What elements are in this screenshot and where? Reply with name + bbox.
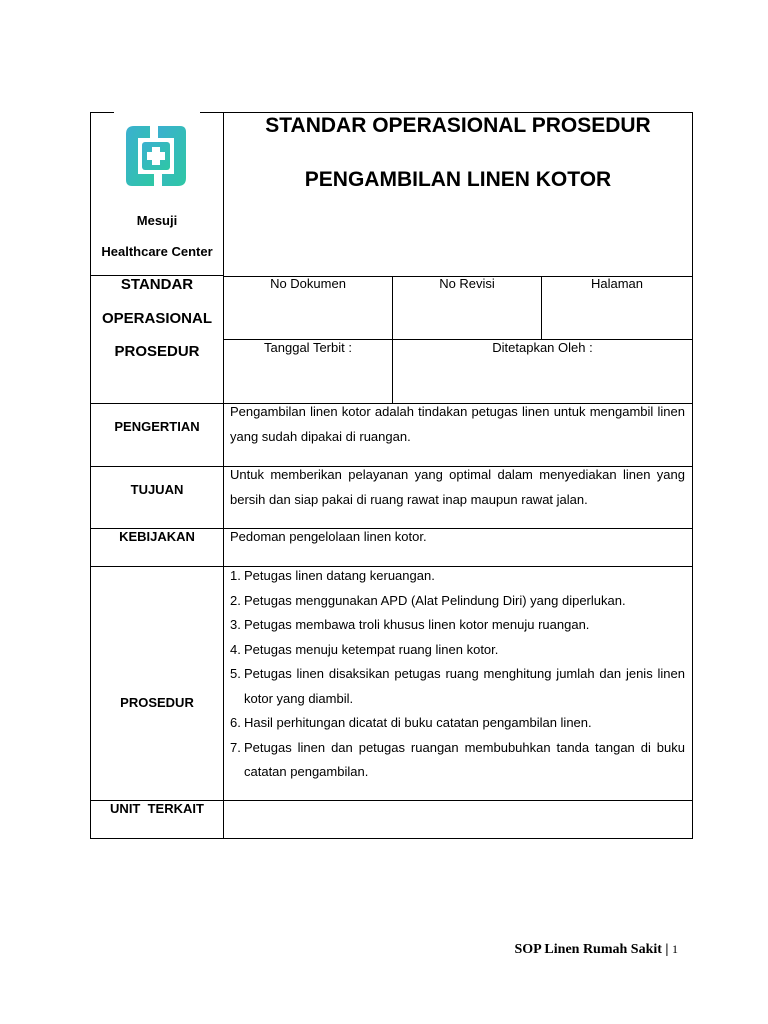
prosedur-label: PROSEDUR (120, 695, 194, 710)
table-border-bottom (90, 838, 693, 839)
list-item (230, 589, 685, 614)
tujuan-label: TUJUAN (130, 482, 184, 497)
prosedur-steps (230, 564, 685, 785)
list-item (230, 711, 685, 736)
footer-separator: | (665, 942, 669, 957)
sop-label-line3: PROSEDUR (114, 343, 200, 360)
step-text: Petugas menuju ketempat ruang linen kotor. (244, 641, 499, 657)
prosedur-list (230, 564, 685, 785)
org-name-line2: Healthcare Center (101, 244, 213, 259)
step-text: Petugas membawa troli khusus linen kotor menuju ruangan. (244, 617, 590, 632)
pengertian-text-content: Pengambilan linen kotor adalah tindakan petugas linen untuk mengambil linen yang sudah dipakai di ruangan. (230, 404, 685, 444)
table-border-top-left (90, 112, 114, 113)
list-item (230, 613, 685, 638)
ditetapkan-oleh-label: Ditetapkan Oleh : (492, 340, 593, 355)
pengertian-label: PENGERTIAN (114, 419, 200, 434)
unit-terkait-label: UNIT TERKAIT (110, 801, 204, 816)
step-text: Petugas menggunakan APD (Alat Pelindung Diri) yang diperlukan. (244, 592, 626, 608)
step-number: 1. (230, 568, 241, 583)
step-number: 2. (230, 592, 241, 608)
page-footer (514, 942, 678, 958)
step-text: Petugas linen datang keruangan. (244, 568, 435, 583)
list-item (230, 736, 685, 785)
no-revisi-label: No Revisi (439, 276, 495, 291)
logo (120, 120, 192, 192)
org-name-line1: Mesuji (136, 213, 178, 228)
no-dokumen-label: No Dokumen (270, 276, 346, 291)
footer-label: SOP Linen Rumah Sakit (514, 942, 662, 957)
page-title: STANDAR OPERASIONAL PROSEDUR (265, 114, 651, 137)
list-item (230, 638, 685, 663)
medical-cross-logo-icon (120, 120, 192, 192)
step-number: 5. (230, 666, 241, 681)
page-subtitle: PENGAMBILAN LINEN KOTOR (304, 168, 612, 191)
sop-label-line1: STANDAR (120, 276, 194, 293)
column-divider (223, 112, 224, 839)
halaman-label: Halaman (590, 276, 644, 291)
kebijakan-label: KEBIJAKAN (119, 529, 195, 544)
kebijakan-text-content: Pedoman pengelolaan linen kotor. (230, 529, 427, 544)
tanggal-terbit-label: Tanggal Terbit : (264, 340, 352, 355)
step-text: Petugas linen dan petugas ruangan membubuhkan tanda tangan di buku catatan pengambilan. (244, 739, 685, 779)
page-number: 1 (672, 942, 678, 956)
kebijakan-text (230, 525, 685, 550)
sop-label-line2: OPERASIONAL (101, 310, 212, 327)
step-number: 4. (230, 641, 241, 657)
table-border-right (692, 112, 693, 839)
step-number: 7. (230, 739, 241, 755)
table-border-top-right (200, 112, 693, 113)
list-item (230, 564, 685, 589)
step-text: Hasil perhitungan dicatat di buku catatan pengambilan linen. (244, 715, 592, 730)
step-text: Petugas linen disaksikan petugas ruang menghitung jumlah dan jenis linen kotor yang diambil. (244, 666, 685, 706)
tujuan-text-content: Untuk memberikan pelayanan yang optimal dalam menyediakan linen yang bersih dan siap pakai di ruang rawat inap maupun rawat jalan. (230, 467, 685, 507)
pengertian-text (230, 400, 685, 449)
list-item (230, 662, 685, 711)
step-number: 3. (230, 617, 241, 632)
tujuan-text (230, 463, 685, 512)
step-number: 6. (230, 715, 241, 730)
